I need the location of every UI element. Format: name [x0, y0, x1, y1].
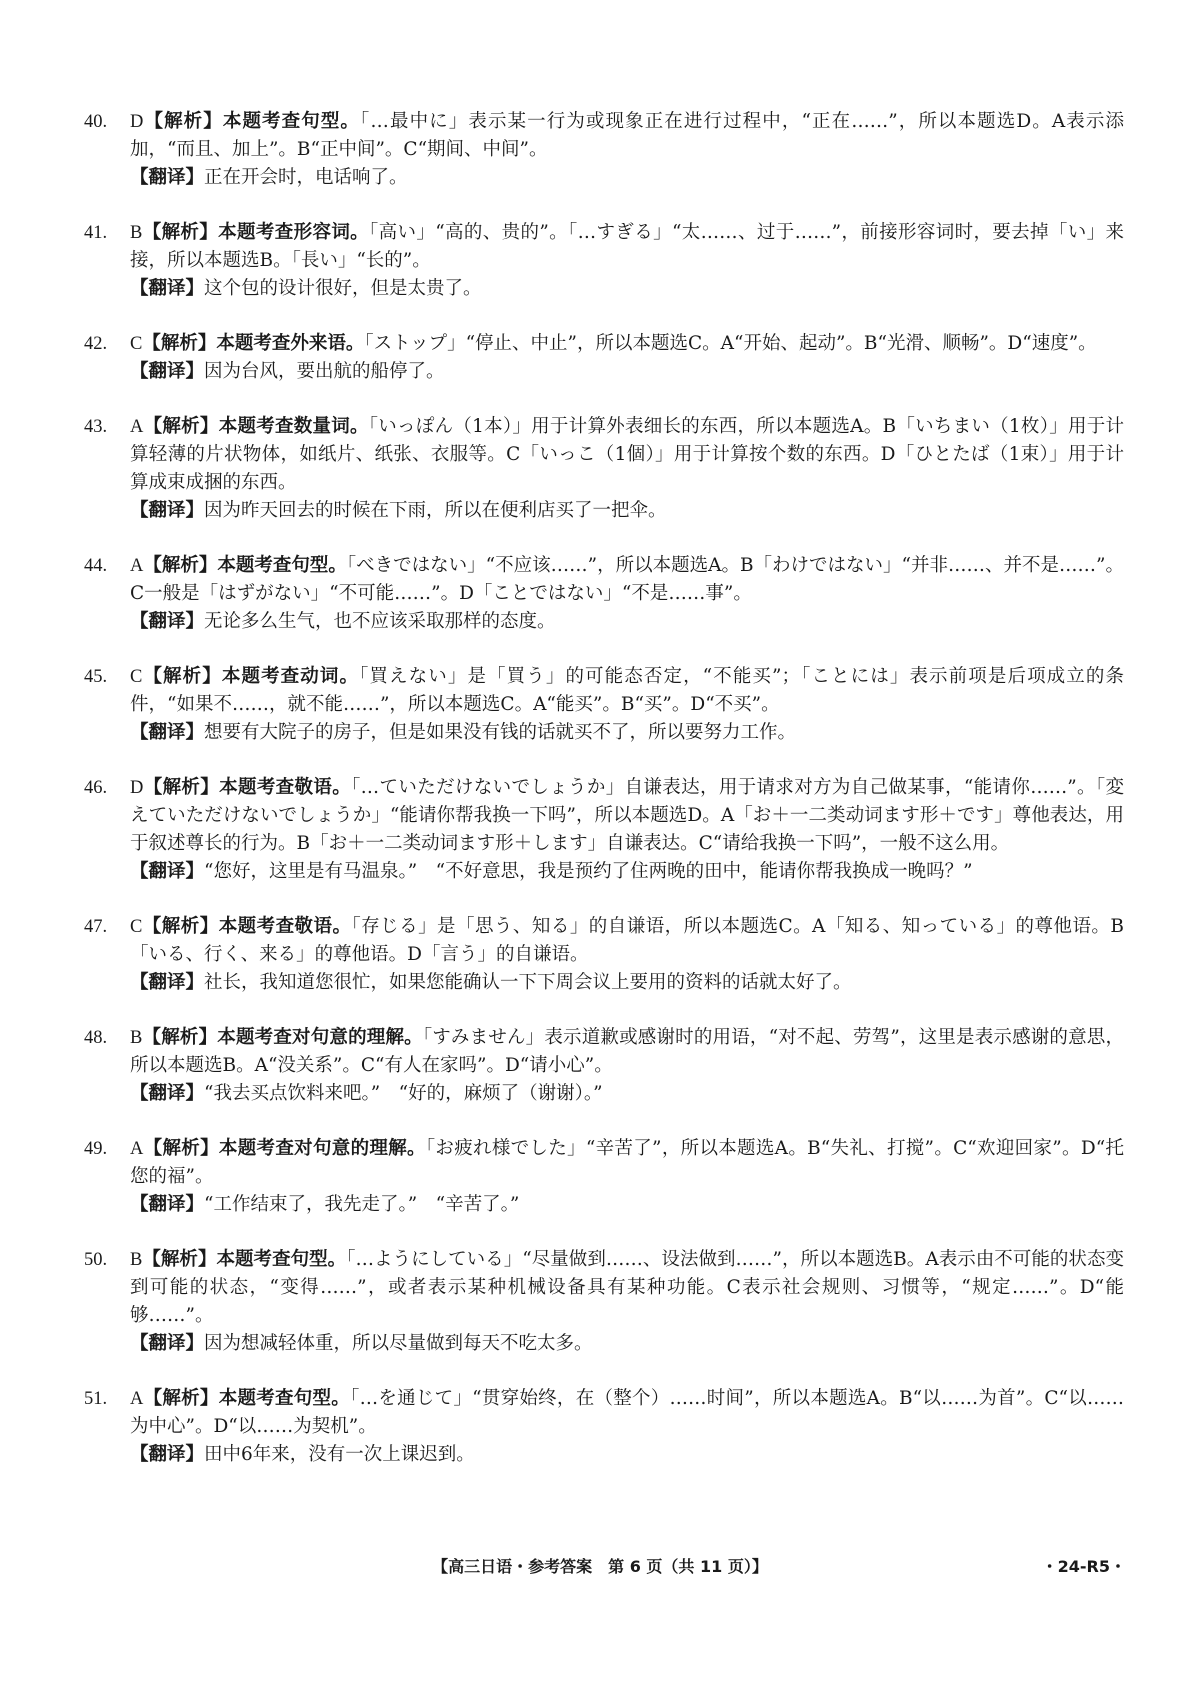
- analysis-tag: 【解析】: [142, 333, 217, 354]
- question-number: 45.: [84, 667, 108, 687]
- answer-letter: C: [130, 917, 143, 937]
- analysis-tag: 【解析】: [143, 111, 223, 132]
- answer-item: [84, 913, 1124, 997]
- topic-label: 本题考查数量词。: [218, 416, 369, 437]
- translation-line: [130, 1080, 1124, 1108]
- question-number: 51.: [84, 1389, 108, 1409]
- analysis-tag: 【解析】: [143, 1138, 219, 1159]
- footer-page-info: 【高三日语・参考答案 第 6 页（共 11 页）】: [432, 1557, 768, 1576]
- analysis-tag: 【解析】: [143, 1388, 219, 1409]
- explanation-paragraph: [130, 663, 1124, 719]
- page-footer: [0, 1554, 1200, 1584]
- translation-line: [130, 358, 1124, 386]
- topic-label: 本题考查形容词。: [218, 222, 370, 243]
- explanation-paragraph: [130, 913, 1124, 969]
- translation-text: “工作结束了，我先走了。” “辛苦了。”: [204, 1194, 520, 1215]
- answer-letter: B: [130, 1028, 143, 1048]
- analysis-tag: 【解析】: [142, 222, 219, 243]
- explanation-text: 「買えない」是「買う」的可能态否定，“不能买”；「ことには」表示前项是后项成立的条件，“如果不……，就不能……”，所以本题选C。A“能买”。B“买”。D“不买”。: [130, 666, 1124, 715]
- question-number: 49.: [84, 1139, 108, 1159]
- translation-tag: 【翻译】: [130, 1194, 205, 1215]
- explanation-text: 「すみません」表示道歉或感谢时的用语，“对不起、劳驾”，这里是表示感谢的意思，所以本题选B。A“没关系”。C“有人在家吗”。D“请小心”。: [130, 1027, 1124, 1076]
- topic-label: 本题考查句型。: [217, 555, 347, 576]
- answer-letter: D: [130, 112, 144, 132]
- question-number: 46.: [84, 778, 108, 798]
- translation-text: 无论多么生气，也不应该采取那样的态度。: [204, 611, 556, 632]
- topic-label: 本题考查敬语。: [218, 916, 352, 937]
- translation-text: 想要有大院子的房子，但是如果没有钱的话就买不了，所以要努力工作。: [204, 722, 797, 743]
- analysis-tag: 【解析】: [143, 777, 220, 798]
- question-number: 40.: [84, 112, 108, 132]
- explanation-paragraph: [130, 1024, 1124, 1080]
- question-number: 44.: [84, 556, 108, 576]
- answer-letter: A: [130, 556, 144, 576]
- explanation-paragraph: [130, 774, 1124, 858]
- topic-label: 本题考查句型。: [218, 1388, 351, 1409]
- topic-label: 本题考查动词。: [221, 666, 360, 687]
- question-number: 48.: [84, 1028, 108, 1048]
- answer-list: [84, 108, 1124, 1496]
- translation-tag: 【翻译】: [130, 861, 205, 882]
- analysis-tag: 【解析】: [142, 1249, 217, 1270]
- explanation-paragraph: [130, 108, 1124, 164]
- answer-item: [84, 1246, 1124, 1358]
- translation-text: 正在开会时，电话响了。: [204, 167, 408, 188]
- question-number: 47.: [84, 917, 108, 937]
- translation-line: [130, 608, 1124, 636]
- analysis-tag: 【解析】: [142, 666, 222, 687]
- answer-letter: B: [130, 1250, 143, 1270]
- translation-tag: 【翻译】: [130, 972, 205, 993]
- answer-item: [84, 774, 1124, 886]
- answer-item: [84, 108, 1124, 192]
- explanation-text: 「存じる」是「思う、知る」的自谦语，所以本题选C。A「知る、知っている」的尊他语。B「いる、行く、来る」的尊他语。D「言う」的自谦语。: [130, 916, 1124, 965]
- translation-tag: 【翻译】: [130, 361, 205, 382]
- explanation-text: 「べきではない」“不应该……”，所以本题选A。B「わけではない」“并非……、并不是……”。C一般是「はずがない」“不可能……”。D「ことではない」“不是……事”。: [130, 555, 1124, 604]
- translation-text: 田中6年来，没有一次上课迟到。: [204, 1444, 475, 1465]
- question-number: 50.: [84, 1250, 108, 1270]
- topic-label: 本题考查句型。: [216, 1249, 347, 1270]
- answer-item: [84, 552, 1124, 636]
- translation-text: 因为台风，要出航的船停了。: [204, 361, 445, 382]
- translation-tag: 【翻译】: [130, 167, 205, 188]
- topic-label: 本题考查对句意的理解。: [218, 1138, 426, 1159]
- translation-text: 社长，我知道您很忙，如果您能确认一下下周会议上要用的资料的话就太好了。: [204, 972, 852, 993]
- answer-letter: C: [130, 667, 143, 687]
- answer-item: [84, 219, 1124, 303]
- answer-letter: D: [130, 778, 144, 798]
- answer-item: [84, 1024, 1124, 1108]
- answer-item: [84, 413, 1124, 525]
- analysis-tag: 【解析】: [142, 1027, 218, 1048]
- explanation-text: 「…最中に」表示某一行为或现象正在进行过程中，“正在……”，所以本题选D。A表示添加，“而且、加上”。B“正中间”。C“期间、中间”。: [130, 111, 1124, 160]
- analysis-tag: 【解析】: [143, 416, 219, 437]
- question-number: 42.: [84, 334, 108, 354]
- translation-line: [130, 164, 1124, 192]
- translation-tag: 【翻译】: [130, 1333, 205, 1354]
- explanation-text: 「いっぽん（1本）」用于计算外表细长的东西，所以本题选A。B「いちまい（1枚）」用于计算轻薄的片状物体，如纸片、纸张、衣服等。C「いっこ（1個）」用于计算按个数的东西。D「ひとたば（1束）」用于计算成束成捆的东西。: [130, 416, 1124, 493]
- answer-item: [84, 1135, 1124, 1219]
- explanation-paragraph: [130, 1246, 1124, 1330]
- explanation-text: 「…を通じて」“贯穿始终，在（整个）……时间”，所以本题选A。B“以……为首”。C“以……为中心”。D“以……为契机”。: [130, 1388, 1124, 1437]
- translation-line: [130, 1330, 1124, 1358]
- answer-letter: C: [130, 334, 143, 354]
- translation-tag: 【翻译】: [130, 278, 205, 299]
- translation-text: 这个包的设计很好，但是太贵了。: [204, 278, 482, 299]
- translation-line: [130, 719, 1124, 747]
- analysis-tag: 【解析】: [142, 916, 219, 937]
- translation-line: [130, 969, 1124, 997]
- explanation-text: 「…ようにしている」“尽量做到……、设法做到……”，所以本题选B。A表示由不可能的状态变到可能的状态，“变得……”，或者表示某种机械设备具有某种功能。C表示社会规则、习惯等，“规定……”。D“能够……”。: [130, 1249, 1124, 1326]
- analysis-tag: 【解析】: [143, 555, 218, 576]
- translation-tag: 【翻译】: [130, 722, 205, 743]
- topic-label: 本题考查外来语。: [216, 333, 365, 354]
- explanation-paragraph: [130, 330, 1124, 358]
- translation-line: [130, 497, 1124, 525]
- translation-text: “您好，这里是有马温泉。” “不好意思，我是预约了住两晚的田中，能请你帮我换成一晚吗？”: [204, 861, 973, 882]
- translation-tag: 【翻译】: [130, 500, 205, 521]
- answer-item: [84, 330, 1124, 386]
- topic-label: 本题考查对句意的理解。: [217, 1027, 423, 1048]
- answer-letter: B: [130, 223, 143, 243]
- translation-tag: 【翻译】: [130, 1444, 205, 1465]
- explanation-text: 「お疲れ様でした」“辛苦了”，所以本题选A。B“失礼、打搅”。C“欢迎回家”。D“托您的福”。: [130, 1138, 1124, 1187]
- footer-code: ・24-R5・: [1041, 1557, 1126, 1576]
- explanation-paragraph: [130, 219, 1124, 275]
- explanation-paragraph: [130, 413, 1124, 497]
- translation-line: [130, 1441, 1124, 1469]
- answer-letter: A: [130, 1139, 144, 1159]
- question-number: 41.: [84, 223, 108, 243]
- translation-line: [130, 858, 1124, 886]
- explanation-paragraph: [130, 1135, 1124, 1191]
- explanation-paragraph: [130, 552, 1124, 608]
- answer-letter: A: [130, 417, 144, 437]
- translation-tag: 【翻译】: [130, 611, 205, 632]
- translation-line: [130, 1191, 1124, 1219]
- explanation-paragraph: [130, 1385, 1124, 1441]
- translation-tag: 【翻译】: [130, 1083, 205, 1104]
- answer-item: [84, 663, 1124, 747]
- explanation-text: 「高い」“高的、贵的”。「…すぎる」“太……、过于……”，前接形容词时，要去掉「い」来接，所以本题选B。「長い」“长的”。: [130, 222, 1124, 271]
- explanation-text: 「…ていただけないでしょうか」自谦表达，用于请求对方为自己做某事，“能请你……”。「変えていただけないでしょうか」“能请你帮我换一下吗”，所以本题选D。A「お＋一二类动词ます形＋です」尊他表达，用于叙述尊长的行为。B「お＋一二类动词ます形＋します」自谦表达。C“请给我换一下吗”，一般不这么用。: [130, 777, 1124, 854]
- translation-text: 因为想减轻体重，所以尽量做到每天不吃太多。: [204, 1333, 593, 1354]
- translation-text: “我去买点饮料来吧。” “好的，麻烦了（谢谢）。”: [204, 1083, 603, 1104]
- translation-text: 因为昨天回去的时候在下雨，所以在便利店买了一把伞。: [204, 500, 667, 521]
- topic-label: 本题考查句型。: [222, 111, 361, 132]
- translation-line: [130, 275, 1124, 303]
- answer-item: [84, 1385, 1124, 1469]
- question-number: 43.: [84, 417, 108, 437]
- topic-label: 本题考查敬语。: [219, 777, 352, 798]
- explanation-text: 「ストップ」“停止、中止”，所以本题选C。A“开始、起动”。B“光滑、顺畅”。D“速度”。: [364, 333, 1097, 354]
- answer-letter: A: [130, 1389, 144, 1409]
